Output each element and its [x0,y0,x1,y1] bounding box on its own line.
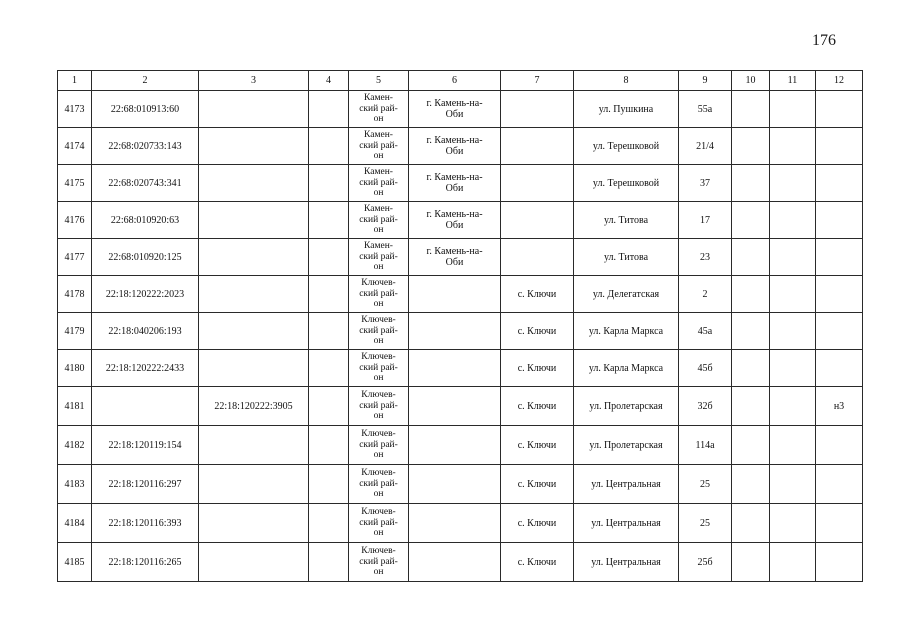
village-cell [501,239,574,276]
district-cell-line: ский рай- [359,103,398,114]
column-11-cell [770,202,816,239]
column-11-cell [770,350,816,387]
column-11-cell [770,91,816,128]
cadastral-number-alt-cell [199,128,309,165]
column-10-cell [732,239,770,276]
cadastral-number-cell [92,387,199,426]
city-cell [409,313,501,350]
column-10-cell [732,91,770,128]
column-10-cell [732,387,770,426]
page-number: 176 [812,32,836,49]
row-number-cell: 4174 [58,128,92,165]
district-cell-line: Ключев- [361,468,396,479]
column-header-12: 12 [816,71,863,91]
column-10-cell [732,202,770,239]
district-cell-line: ский рай- [359,478,398,489]
district-cell-line: Камен- [364,130,393,141]
district-cell [349,128,409,165]
cadastral-number-cell: 22:68:010920:63 [92,202,199,239]
district-cell-line: Ключев- [361,352,396,363]
note-cell [816,313,863,350]
district-cell-line: ский рай- [359,439,398,450]
row-number-cell: 4185 [58,543,92,582]
cadastral-number-alt-cell [199,543,309,582]
city-cell [409,504,501,543]
table-row [58,350,863,387]
column-11-cell [770,239,816,276]
column-4-cell [309,387,349,426]
column-header-10: 10 [732,71,770,91]
village-cell: с. Ключи [501,350,574,387]
district-cell [349,350,409,387]
column-11-cell [770,465,816,504]
district-cell-line: Камен- [364,204,393,215]
cadastral-number-cell: 22:68:010913:60 [92,91,199,128]
village-cell [501,202,574,239]
district-cell-line: ский рай- [359,288,398,299]
cadastral-number-alt-cell [199,504,309,543]
city-cell-line: Оби [445,109,464,120]
street-cell: ул. Терешковой [574,165,679,202]
village-cell: с. Ключи [501,313,574,350]
column-10-cell [732,504,770,543]
district-cell [349,276,409,313]
column-4-cell [309,165,349,202]
house-number-cell: 45а [679,313,732,350]
district-cell-line: ский рай- [359,362,398,373]
column-10-cell [732,165,770,202]
city-cell-line: г. Камень-на- [426,172,483,183]
note-cell [816,276,863,313]
city-cell [409,276,501,313]
village-cell: с. Ключи [501,504,574,543]
header-row [58,71,863,91]
city-cell [409,165,501,202]
column-10-cell [732,543,770,582]
district-cell [349,313,409,350]
column-4-cell [309,239,349,276]
column-4-cell [309,426,349,465]
street-cell: ул. Пролетарская [574,387,679,426]
cadastral-number-cell: 22:68:020733:143 [92,128,199,165]
column-10-cell [732,313,770,350]
column-4-cell [309,91,349,128]
row-number-cell: 4181 [58,387,92,426]
district-cell-line: Ключев- [361,390,396,401]
cadastral-number-cell: 22:18:120222:2433 [92,350,199,387]
cadastral-number-cell: 22:68:010920:125 [92,239,199,276]
district-cell [349,543,409,582]
note-cell [816,128,863,165]
city-cell-line: Оби [445,257,464,268]
city-cell [409,128,501,165]
row-number-cell: 4178 [58,276,92,313]
note-cell [816,239,863,276]
district-cell [349,387,409,426]
column-header-11: 11 [770,71,816,91]
district-cell-line: он [373,489,384,500]
village-cell: с. Ключи [501,387,574,426]
village-cell: с. Ключи [501,543,574,582]
column-4-cell [309,543,349,582]
city-cell [409,202,501,239]
district-cell-line: он [373,299,384,310]
note-cell [816,165,863,202]
house-number-cell: 21/4 [679,128,732,165]
note-cell: н3 [816,387,863,426]
cadastral-number-alt-cell [199,465,309,504]
district-cell-line: Камен- [364,241,393,252]
note-cell [816,202,863,239]
street-cell: ул. Карла Маркса [574,350,679,387]
row-number-cell: 4175 [58,165,92,202]
column-11-cell [770,504,816,543]
district-cell-line: он [373,225,384,236]
column-10-cell [732,465,770,504]
house-number-cell: 32б [679,387,732,426]
district-cell-line: он [373,336,384,347]
district-cell-line: Ключев- [361,315,396,326]
column-11-cell [770,387,816,426]
house-number-cell: 45б [679,350,732,387]
note-cell [816,426,863,465]
table-row [58,128,863,165]
district-cell-line: ский рай- [359,400,398,411]
cadastral-number-cell: 22:18:120116:297 [92,465,199,504]
column-11-cell [770,426,816,465]
column-header-2: 2 [92,71,199,91]
district-cell-line: он [373,114,384,125]
house-number-cell: 25 [679,504,732,543]
house-number-cell: 2 [679,276,732,313]
district-cell-line: ский рай- [359,251,398,262]
village-cell [501,91,574,128]
house-number-cell: 17 [679,202,732,239]
city-cell [409,387,501,426]
district-cell-line: Ключев- [361,546,396,557]
district-cell-line: он [373,450,384,461]
street-cell: ул. Пролетарская [574,426,679,465]
district-cell-line: ский рай- [359,177,398,188]
street-cell: ул. Центральная [574,543,679,582]
city-cell [409,465,501,504]
column-10-cell [732,128,770,165]
cadastral-number-alt-cell [199,165,309,202]
village-cell: с. Ключи [501,465,574,504]
column-11-cell [770,313,816,350]
district-cell-line: он [373,567,384,578]
district-cell [349,239,409,276]
district-cell [349,165,409,202]
district-cell-line: ский рай- [359,140,398,151]
row-number-cell: 4177 [58,239,92,276]
column-header-5: 5 [349,71,409,91]
table-row [58,543,863,582]
table-row [58,504,863,543]
column-10-cell [732,426,770,465]
table-row [58,276,863,313]
column-header-7: 7 [501,71,574,91]
note-cell [816,91,863,128]
house-number-cell: 25б [679,543,732,582]
house-number-cell: 25 [679,465,732,504]
row-number-cell: 4179 [58,313,92,350]
column-4-cell [309,202,349,239]
district-cell-line: ский рай- [359,325,398,336]
column-header-8: 8 [574,71,679,91]
village-cell: с. Ключи [501,276,574,313]
street-cell: ул. Титова [574,202,679,239]
district-cell-line: Камен- [364,93,393,104]
district-cell-line: Камен- [364,167,393,178]
street-cell: ул. Делегатская [574,276,679,313]
row-number-cell: 4184 [58,504,92,543]
cadastral-number-alt-cell [199,426,309,465]
column-10-cell [732,276,770,313]
row-number-cell: 4183 [58,465,92,504]
column-11-cell [770,543,816,582]
column-header-1: 1 [58,71,92,91]
column-10-cell [732,350,770,387]
city-cell [409,91,501,128]
cadastral-number-alt-cell [199,202,309,239]
street-cell: ул. Терешковой [574,128,679,165]
table-row [58,202,863,239]
column-4-cell [309,128,349,165]
district-cell [349,91,409,128]
cadastral-number-alt-cell [199,91,309,128]
street-cell: ул. Титова [574,239,679,276]
table-row [58,387,863,426]
district-cell-line: Ключев- [361,278,396,289]
table-row [58,165,863,202]
city-cell [409,543,501,582]
city-cell-line: Оби [445,146,464,157]
note-cell [816,543,863,582]
city-cell-line: г. Камень-на- [426,135,483,146]
house-number-cell: 55а [679,91,732,128]
cadastral-number-cell: 22:18:120222:2023 [92,276,199,313]
table-row [58,426,863,465]
column-11-cell [770,128,816,165]
house-number-cell: 23 [679,239,732,276]
cadastral-number-alt-cell [199,313,309,350]
table-row [58,91,863,128]
cadastral-number-cell: 22:18:120116:393 [92,504,199,543]
cadastral-number-alt-cell [199,239,309,276]
city-cell-line: г. Камень-на- [426,98,483,109]
district-cell-line: он [373,373,384,384]
column-4-cell [309,350,349,387]
village-cell [501,128,574,165]
column-header-4: 4 [309,71,349,91]
city-cell-line: г. Камень-на- [426,246,483,257]
column-header-9: 9 [679,71,732,91]
village-cell: с. Ключи [501,426,574,465]
street-cell: ул. Пушкина [574,91,679,128]
table-row [58,239,863,276]
cadastral-number-alt-cell [199,276,309,313]
column-4-cell [309,276,349,313]
cadastral-number-cell: 22:68:020743:341 [92,165,199,202]
district-cell [349,426,409,465]
column-header-3: 3 [199,71,309,91]
cadastral-number-alt-cell [199,350,309,387]
house-number-cell: 114а [679,426,732,465]
table-row [58,465,863,504]
district-cell-line: ский рай- [359,556,398,567]
row-number-cell: 4173 [58,91,92,128]
row-number-cell: 4180 [58,350,92,387]
note-cell [816,350,863,387]
district-cell-line: он [373,151,384,162]
street-cell: ул. Карла Маркса [574,313,679,350]
city-cell [409,350,501,387]
row-number-cell: 4176 [58,202,92,239]
note-cell [816,465,863,504]
district-cell [349,504,409,543]
city-cell-line: Оби [445,220,464,231]
district-cell-line: он [373,528,384,539]
street-cell: ул. Центральная [574,465,679,504]
city-cell [409,426,501,465]
registry-table [57,70,863,582]
column-4-cell [309,313,349,350]
district-cell-line: Ключев- [361,429,396,440]
table-row [58,313,863,350]
district-cell-line: он [373,188,384,199]
city-cell-line: г. Камень-на- [426,209,483,220]
cadastral-number-cell: 22:18:120116:265 [92,543,199,582]
column-11-cell [770,165,816,202]
street-cell: ул. Центральная [574,504,679,543]
cadastral-number-alt-cell: 22:18:120222:3905 [199,387,309,426]
district-cell-line: Ключев- [361,507,396,518]
cadastral-number-cell: 22:18:120119:154 [92,426,199,465]
house-number-cell: 37 [679,165,732,202]
column-4-cell [309,465,349,504]
village-cell [501,165,574,202]
note-cell [816,504,863,543]
district-cell-line: он [373,262,384,273]
district-cell-line: он [373,411,384,422]
district-cell-line: ский рай- [359,214,398,225]
district-cell [349,202,409,239]
column-header-6: 6 [409,71,501,91]
district-cell-line: ский рай- [359,517,398,528]
cadastral-number-cell: 22:18:040206:193 [92,313,199,350]
city-cell [409,239,501,276]
table-body [58,71,863,582]
city-cell-line: Оби [445,183,464,194]
column-11-cell [770,276,816,313]
column-4-cell [309,504,349,543]
row-number-cell: 4182 [58,426,92,465]
district-cell [349,465,409,504]
